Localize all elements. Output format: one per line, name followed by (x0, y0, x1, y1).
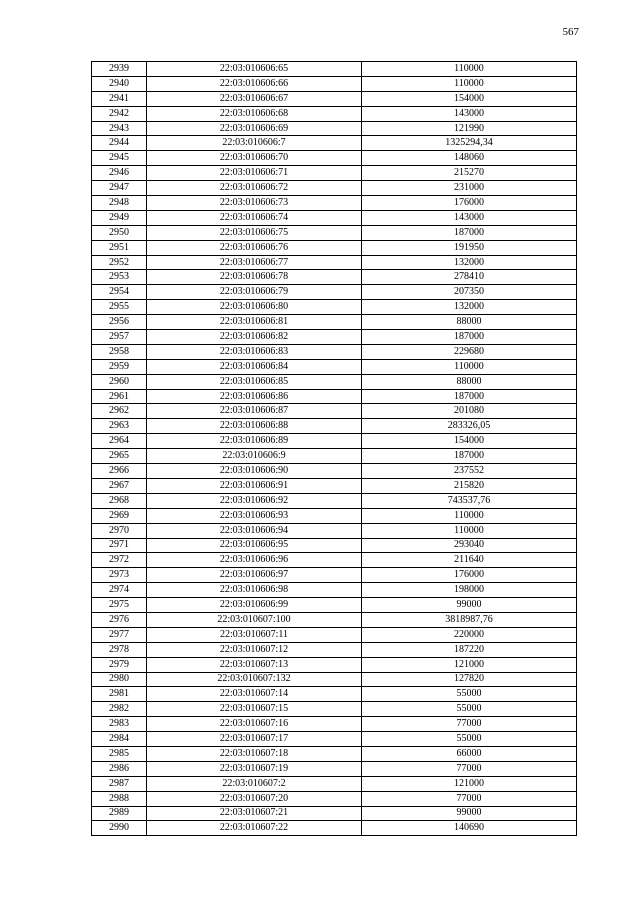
row-number-cell: 2985 (92, 746, 147, 761)
row-number-cell: 2942 (92, 106, 147, 121)
value-cell: 187220 (362, 642, 577, 657)
row-number-cell: 2951 (92, 240, 147, 255)
cadastral-number-cell: 22:03:010607:20 (147, 791, 362, 806)
cadastral-number-cell: 22:03:010607:13 (147, 657, 362, 672)
value-cell: 187000 (362, 389, 577, 404)
row-number-cell: 2984 (92, 732, 147, 747)
row-number-cell: 2989 (92, 806, 147, 821)
value-cell: 88000 (362, 315, 577, 330)
cadastral-number-cell: 22:03:010607:2 (147, 776, 362, 791)
table-row (92, 687, 577, 702)
table-row (92, 166, 577, 181)
value-cell: 121990 (362, 121, 577, 136)
cadastral-number-cell: 22:03:010606:88 (147, 419, 362, 434)
cadastral-number-cell: 22:03:010606:86 (147, 389, 362, 404)
row-number-cell: 2979 (92, 657, 147, 672)
table-row (92, 672, 577, 687)
value-cell: 293040 (362, 538, 577, 553)
value-cell: 55000 (362, 732, 577, 747)
cadastral-number-cell: 22:03:010606:99 (147, 598, 362, 613)
value-cell: 283326,05 (362, 419, 577, 434)
cadastral-number-cell: 22:03:010606:85 (147, 374, 362, 389)
table-row (92, 106, 577, 121)
row-number-cell: 2956 (92, 315, 147, 330)
cadastral-number-cell: 22:03:010606:70 (147, 151, 362, 166)
table-row (92, 404, 577, 419)
value-cell: 140690 (362, 821, 577, 836)
table-row (92, 285, 577, 300)
cadastral-number-cell: 22:03:010606:76 (147, 240, 362, 255)
cadastral-number-cell: 22:03:010606:96 (147, 553, 362, 568)
cadastral-number-cell: 22:03:010606:68 (147, 106, 362, 121)
cadastral-number-cell: 22:03:010606:75 (147, 225, 362, 240)
table-row (92, 538, 577, 553)
table-row (92, 732, 577, 747)
cadastral-value-table (91, 61, 577, 836)
table-row (92, 181, 577, 196)
table-row (92, 300, 577, 315)
cadastral-number-cell: 22:03:010606:72 (147, 181, 362, 196)
value-cell: 88000 (362, 374, 577, 389)
table-row (92, 151, 577, 166)
row-number-cell: 2982 (92, 702, 147, 717)
row-number-cell: 2948 (92, 196, 147, 211)
cadastral-number-cell: 22:03:010606:77 (147, 255, 362, 270)
value-cell: 110000 (362, 76, 577, 91)
table-row (92, 121, 577, 136)
row-number-cell: 2953 (92, 270, 147, 285)
value-cell: 237552 (362, 464, 577, 479)
value-cell: 55000 (362, 702, 577, 717)
row-number-cell: 2975 (92, 598, 147, 613)
row-number-cell: 2947 (92, 181, 147, 196)
cadastral-number-cell: 22:03:010607:132 (147, 672, 362, 687)
row-number-cell: 2949 (92, 210, 147, 225)
cadastral-number-cell: 22:03:010606:95 (147, 538, 362, 553)
row-number-cell: 2960 (92, 374, 147, 389)
value-cell: 154000 (362, 434, 577, 449)
cadastral-number-cell: 22:03:010607:14 (147, 687, 362, 702)
row-number-cell: 2967 (92, 478, 147, 493)
table-row (92, 583, 577, 598)
cadastral-number-cell: 22:03:010606:71 (147, 166, 362, 181)
value-cell: 211640 (362, 553, 577, 568)
row-number-cell: 2969 (92, 508, 147, 523)
row-number-cell: 2965 (92, 449, 147, 464)
row-number-cell: 2943 (92, 121, 147, 136)
value-cell: 215820 (362, 478, 577, 493)
value-cell: 187000 (362, 330, 577, 345)
row-number-cell: 2962 (92, 404, 147, 419)
cadastral-number-cell: 22:03:010606:98 (147, 583, 362, 598)
cadastral-number-cell: 22:03:010606:66 (147, 76, 362, 91)
cadastral-number-cell: 22:03:010606:82 (147, 330, 362, 345)
table-row (92, 821, 577, 836)
table-row (92, 210, 577, 225)
table-row (92, 225, 577, 240)
value-cell: 99000 (362, 806, 577, 821)
cadastral-number-cell: 22:03:010606:87 (147, 404, 362, 419)
cadastral-number-cell: 22:03:010607:11 (147, 627, 362, 642)
table-row (92, 359, 577, 374)
cadastral-number-cell: 22:03:010606:78 (147, 270, 362, 285)
row-number-cell: 2946 (92, 166, 147, 181)
cadastral-number-cell: 22:03:010606:74 (147, 210, 362, 225)
row-number-cell: 2983 (92, 717, 147, 732)
cadastral-number-cell: 22:03:010606:97 (147, 568, 362, 583)
row-number-cell: 2939 (92, 62, 147, 77)
row-number-cell: 2966 (92, 464, 147, 479)
cadastral-number-cell: 22:03:010606:89 (147, 434, 362, 449)
row-number-cell: 2961 (92, 389, 147, 404)
row-number-cell: 2945 (92, 151, 147, 166)
value-cell: 66000 (362, 746, 577, 761)
value-cell: 278410 (362, 270, 577, 285)
table-row (92, 315, 577, 330)
cadastral-number-cell: 22:03:010607:16 (147, 717, 362, 732)
cadastral-number-cell: 22:03:010606:79 (147, 285, 362, 300)
table-row (92, 746, 577, 761)
row-number-cell: 2950 (92, 225, 147, 240)
row-number-cell: 2978 (92, 642, 147, 657)
row-number-cell: 2968 (92, 493, 147, 508)
value-cell: 220000 (362, 627, 577, 642)
row-number-cell: 2940 (92, 76, 147, 91)
row-number-cell: 2955 (92, 300, 147, 315)
row-number-cell: 2976 (92, 612, 147, 627)
value-cell: 743537,76 (362, 493, 577, 508)
table-row (92, 136, 577, 151)
value-cell: 110000 (362, 508, 577, 523)
value-cell: 110000 (362, 523, 577, 538)
table-row (92, 196, 577, 211)
cadastral-number-cell: 22:03:010606:69 (147, 121, 362, 136)
table-row (92, 240, 577, 255)
cadastral-number-cell: 22:03:010607:21 (147, 806, 362, 821)
page-number: 567 (562, 26, 579, 38)
row-number-cell: 2970 (92, 523, 147, 538)
table-row (92, 553, 577, 568)
value-cell: 77000 (362, 791, 577, 806)
table-row (92, 374, 577, 389)
table-row (92, 627, 577, 642)
table-row (92, 76, 577, 91)
value-cell: 176000 (362, 568, 577, 583)
table-row (92, 806, 577, 821)
table-row (92, 598, 577, 613)
cadastral-number-cell: 22:03:010607:100 (147, 612, 362, 627)
row-number-cell: 2944 (92, 136, 147, 151)
value-cell: 110000 (362, 62, 577, 77)
row-number-cell: 2980 (92, 672, 147, 687)
table-row (92, 434, 577, 449)
table-row (92, 62, 577, 77)
value-cell: 55000 (362, 687, 577, 702)
table-row (92, 493, 577, 508)
cadastral-number-cell: 22:03:010607:19 (147, 761, 362, 776)
cadastral-number-cell: 22:03:010607:17 (147, 732, 362, 747)
value-cell: 77000 (362, 717, 577, 732)
value-cell: 207350 (362, 285, 577, 300)
value-cell: 127820 (362, 672, 577, 687)
cadastral-number-cell: 22:03:010606:73 (147, 196, 362, 211)
table-row (92, 449, 577, 464)
row-number-cell: 2990 (92, 821, 147, 836)
value-cell: 143000 (362, 210, 577, 225)
value-cell: 132000 (362, 255, 577, 270)
value-cell: 77000 (362, 761, 577, 776)
cadastral-number-cell: 22:03:010606:67 (147, 91, 362, 106)
table-row (92, 761, 577, 776)
cadastral-number-cell: 22:03:010606:65 (147, 62, 362, 77)
cadastral-number-cell: 22:03:010607:12 (147, 642, 362, 657)
table-row (92, 791, 577, 806)
table-row (92, 389, 577, 404)
value-cell: 231000 (362, 181, 577, 196)
cadastral-number-cell: 22:03:010607:22 (147, 821, 362, 836)
row-number-cell: 2986 (92, 761, 147, 776)
row-number-cell: 2971 (92, 538, 147, 553)
row-number-cell: 2957 (92, 330, 147, 345)
table-row (92, 91, 577, 106)
row-number-cell: 2977 (92, 627, 147, 642)
cadastral-number-cell: 22:03:010606:93 (147, 508, 362, 523)
table-row (92, 344, 577, 359)
table-row (92, 330, 577, 345)
table-row (92, 508, 577, 523)
row-number-cell: 2952 (92, 255, 147, 270)
table-row (92, 523, 577, 538)
row-number-cell: 2972 (92, 553, 147, 568)
row-number-cell: 2959 (92, 359, 147, 374)
row-number-cell: 2958 (92, 344, 147, 359)
row-number-cell: 2954 (92, 285, 147, 300)
cadastral-number-cell: 22:03:010606:81 (147, 315, 362, 330)
cadastral-number-cell: 22:03:010607:18 (147, 746, 362, 761)
table-row (92, 717, 577, 732)
table-row (92, 612, 577, 627)
row-number-cell: 2973 (92, 568, 147, 583)
cadastral-number-cell: 22:03:010606:92 (147, 493, 362, 508)
value-cell: 187000 (362, 225, 577, 240)
cadastral-number-cell: 22:03:010606:84 (147, 359, 362, 374)
table-row (92, 657, 577, 672)
value-cell: 121000 (362, 776, 577, 791)
value-cell: 121000 (362, 657, 577, 672)
cadastral-number-cell: 22:03:010606:80 (147, 300, 362, 315)
cadastral-number-cell: 22:03:010606:7 (147, 136, 362, 151)
table-row (92, 642, 577, 657)
row-number-cell: 2963 (92, 419, 147, 434)
table-row (92, 270, 577, 285)
value-cell: 132000 (362, 300, 577, 315)
table-row (92, 255, 577, 270)
value-cell: 1325294,34 (362, 136, 577, 151)
row-number-cell: 2987 (92, 776, 147, 791)
value-cell: 229680 (362, 344, 577, 359)
row-number-cell: 2964 (92, 434, 147, 449)
row-number-cell: 2974 (92, 583, 147, 598)
table-row (92, 478, 577, 493)
cadastral-number-cell: 22:03:010606:9 (147, 449, 362, 464)
value-cell: 176000 (362, 196, 577, 211)
value-cell: 198000 (362, 583, 577, 598)
cadastral-number-cell: 22:03:010606:94 (147, 523, 362, 538)
cadastral-number-cell: 22:03:010606:91 (147, 478, 362, 493)
value-cell: 148060 (362, 151, 577, 166)
cadastral-number-cell: 22:03:010606:83 (147, 344, 362, 359)
table-row (92, 464, 577, 479)
value-cell: 143000 (362, 106, 577, 121)
cadastral-number-cell: 22:03:010606:90 (147, 464, 362, 479)
value-cell: 215270 (362, 166, 577, 181)
row-number-cell: 2981 (92, 687, 147, 702)
value-cell: 154000 (362, 91, 577, 106)
value-cell: 110000 (362, 359, 577, 374)
table-body (92, 62, 577, 836)
table-row (92, 702, 577, 717)
value-cell: 99000 (362, 598, 577, 613)
value-cell: 3818987,76 (362, 612, 577, 627)
row-number-cell: 2988 (92, 791, 147, 806)
table-row (92, 419, 577, 434)
table-row (92, 568, 577, 583)
value-cell: 187000 (362, 449, 577, 464)
value-cell: 191950 (362, 240, 577, 255)
cadastral-number-cell: 22:03:010607:15 (147, 702, 362, 717)
value-cell: 201080 (362, 404, 577, 419)
table-row (92, 776, 577, 791)
row-number-cell: 2941 (92, 91, 147, 106)
